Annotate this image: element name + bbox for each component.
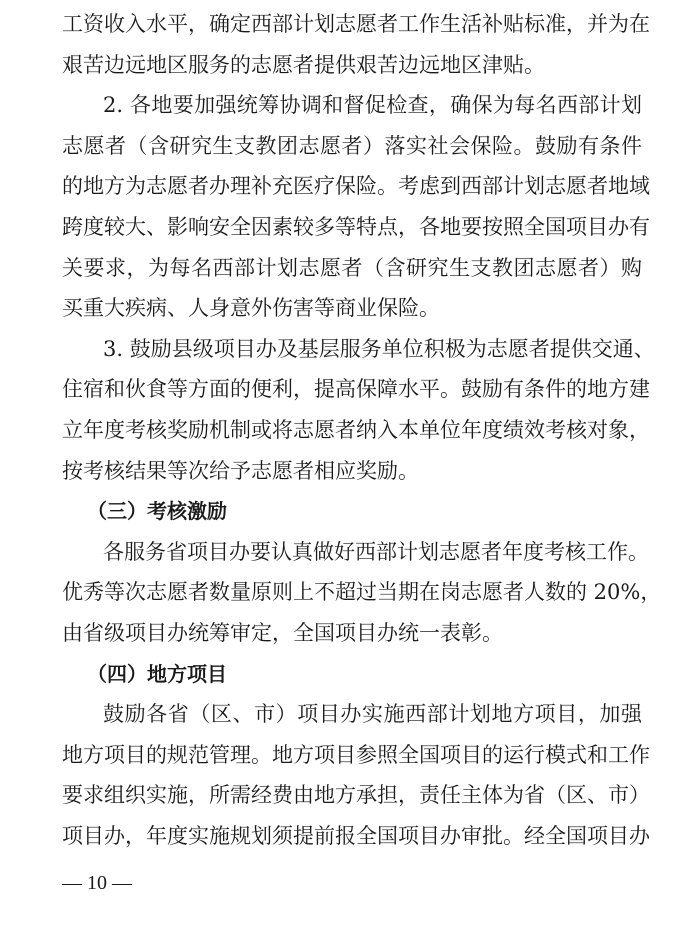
- text-line: 跨度较大、影响安全因素较多等特点，各地要按照全国项目办有: [62, 215, 650, 239]
- text-line: 要求组织实施，所需经费由地方承担，责任主体为省（区、市）: [62, 783, 650, 807]
- page-number: — 10 —: [62, 872, 132, 894]
- text-line: 工资收入水平，确定西部计划志愿者工作生活补贴标准，并为在: [62, 12, 650, 36]
- text-line: 艰苦边远地区服务的志愿者提供艰苦边远地区津贴。: [62, 53, 545, 77]
- text-line: 立年度考核奖励机制或将志愿者纳入本单位年度绩效考核对象，: [62, 418, 650, 442]
- text-line: 3. 鼓励县级项目办及基层服务单位积极为志愿者提供交通、: [103, 337, 655, 361]
- text-line: 2. 各地要加强统筹协调和督促检查，确保为每名西部计划: [103, 93, 642, 117]
- text-line: 志愿者（含研究生支教团志愿者）落实社会保险。鼓励有条件: [62, 134, 642, 158]
- text-line: 由省级项目办统筹审定，全国项目办统一表彰。: [62, 621, 503, 645]
- text-line: 关要求，为每名西部计划志愿者（含研究生支教团志愿者）购: [62, 256, 642, 280]
- text-line: 项目办，年度实施规划须提前报全国项目办审批。经全国项目办: [62, 824, 650, 848]
- text-line: 优秀等次志愿者数量原则上不超过当期在岗志愿者人数的 20%，: [62, 580, 662, 604]
- text-line: 鼓励各省（区、市）项目办实施西部计划地方项目，加强: [103, 702, 642, 726]
- text-line: 各服务省项目办要认真做好西部计划志愿者年度考核工作。: [103, 540, 649, 564]
- section-heading: （四）地方项目: [87, 662, 227, 686]
- text-line: 的地方为志愿者办理补充医疗保险。考虑到西部计划志愿者地域: [62, 174, 650, 198]
- text-line: 地方项目的规范管理。地方项目参照全国项目的运行模式和工作: [62, 743, 650, 767]
- text-line: 按考核结果等次给予志愿者相应奖励。: [62, 459, 419, 483]
- text-line: 住宿和伙食等方面的便利，提高保障水平。鼓励有条件的地方建: [62, 377, 650, 401]
- text-line: 买重大疾病、人身意外伤害等商业保险。: [62, 296, 440, 320]
- section-heading: （三）考核激励: [87, 499, 227, 523]
